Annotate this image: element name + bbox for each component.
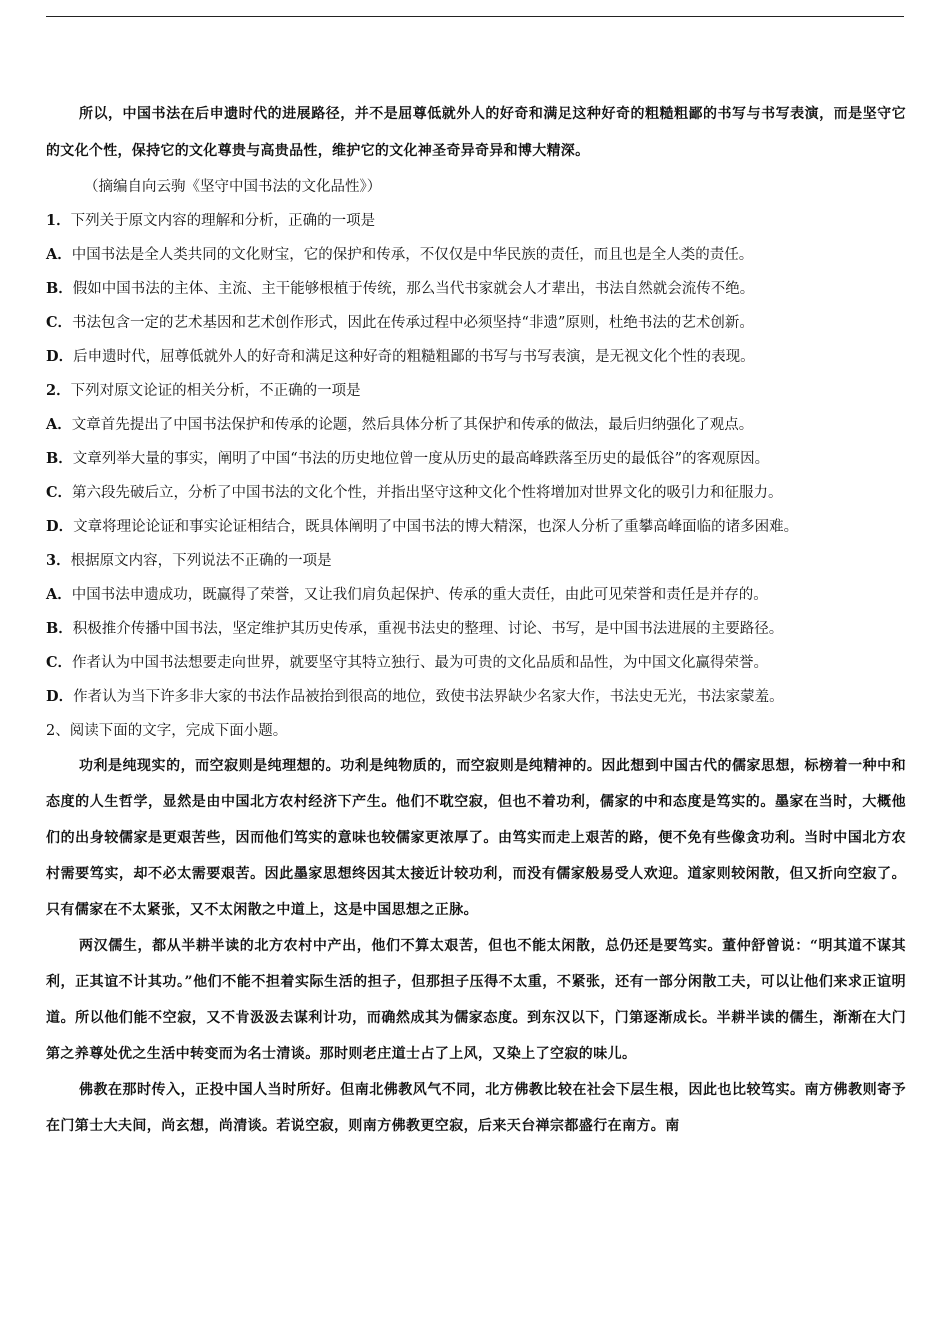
option-b: B．假如中国书法的主体、主流、主干能够根植于传统，那么当代书家就会人才辈出，书法自然就会流传不绝。 (46, 280, 755, 297)
question-stem: 2．下列对原文论证的相关分析，不正确的一项是 (46, 382, 361, 399)
question-stem: 3．根据原文内容，下列说法不正确的一项是 (46, 552, 332, 569)
reading-paragraph: 两汉儒生，都从半耕半读的北方农村中产出，他们不算太艰苦，但也不能太闲散，总仍还是要笃实。董仲舒曾说：“明其道不谋其利，正其谊不计其功。”他们不能不担着实际生活的担子，但那担子压得不太重，不紧张，还有一部分闲散工夫，可以让他们来求正谊明道。所以他们能不空寂，又不肯汲汲去谋利计功，而确然成其为儒家态度。到东汉以下，门第逐渐成长。半耕半读的儒生，渐渐在大门第之养尊处优之生活中转变而为名士清谈。那时则老庄道士占了上风，又染上了空寂的味儿。 (46, 938, 906, 1062)
option-c: C．作者认为中国书法想要走向世界，就要坚守其特立独行、最为可贵的文化品质和品性，为中国文化赢得荣誉。 (46, 654, 769, 671)
header-rule (46, 16, 904, 17)
source-citation: （摘编自向云驹《坚守中国书法的文化品性》） (84, 179, 382, 195)
section-2-heading: 2、阅读下面的文字，完成下面小题。 (46, 723, 288, 739)
question-stem: 1．下列关于原文内容的理解和分析，正确的一项是 (46, 212, 376, 229)
option-c: C．第六段先破后立，分析了中国书法的文化个性，并指出坚守这种文化个性将增加对世界文化的吸引力和征服力。 (46, 484, 783, 501)
option-b: B．文章列举大量的事实，阐明了中国“书法的历史地位曾一度从历史的最高峰跌落至历史的最低谷”的客观原因。 (46, 450, 770, 467)
option-c: C．书法包含一定的艺术基因和艺术创作形式，因此在传承过程中必须坚持“非遗”原则，杜绝书法的艺术创新。 (46, 314, 754, 331)
option-a: A．中国书法是全人类共同的文化财宝，它的保护和传承，不仅仅是中华民族的责任，而且也是全人类的责任。 (46, 246, 754, 263)
option-b: B．积极推介传播中国书法，坚定维护其历史传承，重视书法史的整理、讨论、书写，是中国书法进展的主要路径。 (46, 620, 784, 637)
reading-paragraph: 佛教在那时传入，正投中国人当时所好。但南北佛教风气不同，北方佛教比较在社会下层生根，因此也比较笃实。南方佛教则寄予在门第士大夫间，尚玄想，尚清谈。若说空寂，则南方佛教更空寂，后来天台禅宗都盛行在南方。南 (46, 1082, 906, 1134)
option-d: D．作者认为当下许多非大家的书法作品被抬到很高的地位，致使书法界缺少名家大作，书法史无光，书法家蒙羞。 (46, 688, 784, 705)
option-a: A．中国书法申遗成功，既赢得了荣誉，又让我们肩负起保护、传承的重大责任，由此可见荣誉和责任是并存的。 (46, 586, 768, 603)
question-2 (46, 374, 906, 544)
option-d: D．后申遗时代，屈尊低就外人的好奇和满足这种好奇的粗糙粗鄙的书写与书写表演，是无视文化个性的表现。 (46, 348, 755, 365)
option-a: A．文章首先提出了中国书法保护和传承的论题，然后具体分析了其保护和传承的做法，最后归纳强化了观点。 (46, 416, 754, 433)
intro-paragraph: 所以，中国书法在后申遗时代的进展路径，并不是屈尊低就外人的好奇和满足这种好奇的粗糙粗鄙的书写与书写表演，而是坚守它的文化个性，保持它的文化尊贵与高贵品性，维护它的文化神圣奇异奇异和博大精深。 (46, 106, 906, 159)
option-d: D．文章将理论论证和事实论证相结合，既具体阐明了中国书法的博大精深，也深人分析了重攀高峰面临的诸多困难。 (46, 518, 799, 535)
question-1 (46, 204, 906, 374)
reading-paragraph: 功利是纯现实的，而空寂则是纯理想的。功利是纯物质的，而空寂则是纯精神的。因此想到中国古代的儒家思想，标榜着一种中和态度的人生哲学，显然是由中国北方农村经济下产生。他们不耽空寂，但也不着功利，儒家的中和态度是笃实的。墨家在当时，大概他们的出身较儒家是更艰苦些，因而他们笃实的意味也较儒家更浓厚了。由笃实而走上艰苦的路，便不免有些像贪功利。当时中国北方农村需要笃实，却不必太需要艰苦。因此墨家思想终因其太接近计较功利，而没有儒家般易受人欢迎。道家则较闲散，但又折向空寂了。只有儒家在不太紧张，又不太闲散之中道上，这是中国思想之正脉。 (46, 758, 906, 918)
document-body (46, 96, 906, 1144)
question-3 (46, 544, 906, 714)
reading-passage (46, 748, 906, 1144)
